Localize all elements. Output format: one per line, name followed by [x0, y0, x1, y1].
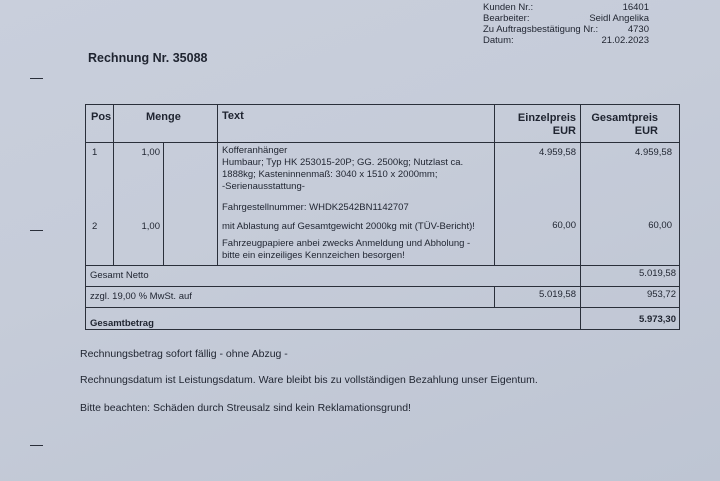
item-text-line: Fahrgestellnummer: WHDK2542BN1142707: [222, 202, 409, 213]
note-ownership: Rechnungsdatum ist Leistungsdatum. Ware bleibt bis zu vollständigen Bezahlung unser Eigentum.: [80, 374, 538, 386]
meta-label: Zu Auftragsbestätigung Nr.:: [483, 24, 599, 35]
note-salt-damage: Bitte beachten: Schäden durch Streusalz sind kein Reklamationsgrund!: [80, 402, 411, 414]
item-text-line: Fahrzeugpapiere anbei zwecks Anmeldung und Abholung -: [222, 238, 471, 249]
invoice-meta: [483, 2, 649, 46]
fold-mark: [30, 230, 43, 231]
header-gesamtpreis-unit: EUR: [634, 125, 658, 137]
meta-value: 16401: [622, 2, 649, 13]
meta-label: Bearbeiter:: [483, 13, 530, 24]
header-text: Text: [222, 110, 244, 122]
header-menge: Menge: [146, 111, 181, 123]
netto-value: 5.019,58: [639, 268, 676, 279]
header-einzelpreis-label: Einzelpreis: [517, 112, 576, 124]
header-pos: Pos: [91, 111, 112, 123]
col-divider: [217, 105, 218, 265]
netto-divider: [86, 286, 679, 287]
header-einzelpreis-unit: EUR: [552, 125, 576, 137]
item-text-line: bitte ein einzeiliges Kennzeichen besorgen!: [222, 250, 405, 261]
header-gesamtpreis: [582, 112, 658, 138]
items-divider: [86, 265, 679, 266]
note-payment: Rechnungsbetrag sofort fällig - ohne Abzug -: [80, 348, 288, 360]
item-gesamtpreis: 4.959,58: [635, 147, 672, 158]
mwst-divider: [86, 307, 679, 308]
meta-label: Kunden Nr.:: [483, 2, 534, 13]
header-einzelpreis: [496, 112, 576, 138]
item-menge: 1,00: [141, 147, 160, 158]
meta-row-date: [483, 35, 649, 46]
item-text-line: mit Ablastung auf Gesamtgewicht 2000kg mit (TÜV-Bericht)!: [222, 221, 475, 232]
item-text-line: 1888kg; Kasteninnenmaß: 3040 x 1510 x 2000mm;: [222, 169, 438, 180]
meta-value: Seidl Angelika: [589, 13, 649, 24]
item-text-line: Kofferanhänger: [222, 145, 288, 156]
gesamt-value: 5.973,30: [639, 314, 676, 325]
netto-label: Gesamt Netto: [90, 270, 149, 281]
col-divider: [113, 105, 114, 265]
mwst-label: zzgl. 19,00 % MwSt. auf: [90, 291, 192, 302]
col-divider: [494, 286, 495, 307]
col-divider: [163, 142, 164, 265]
fold-mark: [30, 445, 43, 446]
item-einzelpreis: 60,00: [552, 220, 576, 231]
meta-row-customer: [483, 2, 649, 13]
gesamt-label: Gesamtbetrag: [90, 318, 154, 329]
mwst-base: 5.019,58: [539, 289, 576, 300]
invoice-table: [85, 104, 680, 330]
fold-mark: [30, 78, 43, 79]
item-text-line: -Serienausstattung-: [222, 181, 305, 192]
meta-row-order: [483, 24, 649, 35]
col-divider: [494, 105, 495, 265]
meta-label: Datum:: [483, 35, 514, 46]
mwst-value: 953,72: [646, 289, 676, 300]
col-divider: [580, 307, 581, 329]
item-einzelpreis: 4.959,58: [539, 147, 576, 158]
col-divider: [580, 105, 581, 307]
item-menge: 1,00: [141, 221, 160, 232]
header-divider: [86, 142, 679, 143]
item-pos: 1: [92, 147, 98, 158]
meta-row-clerk: [483, 13, 649, 24]
header-gesamtpreis-label: Gesamtpreis: [591, 112, 658, 124]
meta-value: 21.02.2023: [601, 35, 649, 46]
invoice-title: Rechnung Nr. 35088: [88, 51, 208, 65]
item-gesamtpreis: 60,00: [648, 220, 672, 231]
meta-value: 4730: [627, 24, 649, 35]
item-text-line: Humbaur; Typ HK 253015-20P; GG. 2500kg; Nutzlast ca.: [222, 157, 464, 168]
item-pos: 2: [92, 221, 98, 232]
